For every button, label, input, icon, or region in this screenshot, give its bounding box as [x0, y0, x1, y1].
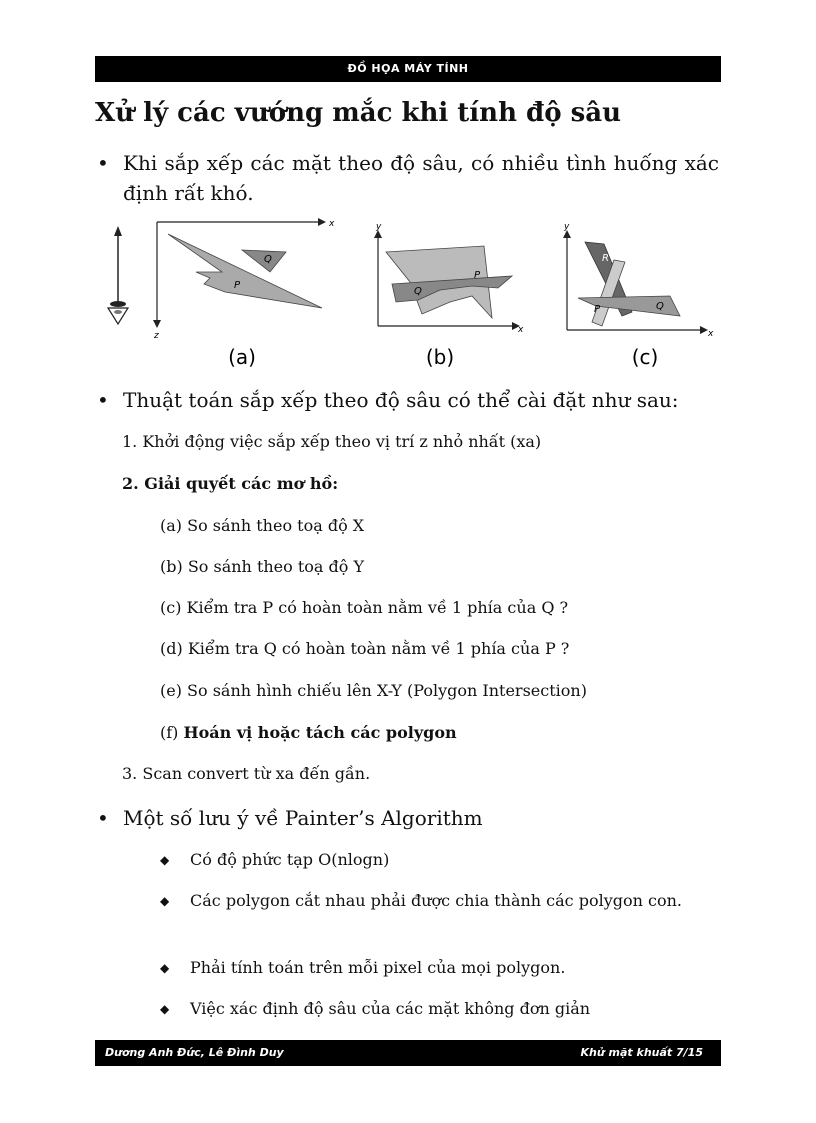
footer-bar	[95, 1040, 721, 1066]
caption-a: (a)	[228, 345, 256, 369]
figure-svg	[100, 212, 720, 372]
eye-icon	[108, 301, 128, 324]
bullet-1	[97, 148, 719, 208]
caption-b: (b)	[425, 345, 455, 369]
header-bar	[95, 56, 721, 82]
note-text: Các polygon cắt nhau phải được chia thành các polygon con.	[190, 891, 682, 910]
bullet-3	[97, 803, 719, 833]
diamond-bullet-icon: ◆	[160, 961, 170, 975]
panel-b	[374, 222, 524, 335]
bullet-dot: •	[97, 806, 109, 830]
diamond-bullet-icon: ◆	[160, 1002, 170, 1016]
footer-authors: Dương Anh Đức, Lê Đình Duy	[105, 1046, 284, 1059]
step-2: 2. Giải quyết các mơ hồ:	[122, 474, 339, 493]
note-2	[160, 888, 720, 914]
label-p-a: P	[234, 280, 241, 291]
label-p-b: P	[474, 270, 481, 281]
step-2f-bold: Hoán vị hoặc tách các polygon	[183, 723, 457, 742]
label-z-a: z	[154, 331, 159, 341]
label-x-c: x	[708, 329, 714, 339]
label-y-b: y	[376, 222, 382, 232]
step-2e: (e) So sánh hình chiếu lên X-Y (Polygon Intersection)	[160, 681, 587, 700]
note-text: Có độ phức tạp O(nlogn)	[190, 850, 390, 869]
step-2f-prefix: (f)	[160, 723, 179, 742]
depth-figure	[100, 212, 720, 372]
bullet-text: Thuật toán sắp xếp theo độ sâu có thể cài đặt như sau:	[123, 388, 679, 412]
bullet-text: Một số lưu ý về Painter’s Algorithm	[123, 806, 483, 830]
label-q-b: Q	[414, 286, 422, 297]
bullet-2	[97, 385, 719, 415]
label-y-c: y	[564, 222, 570, 232]
page-title: Xử lý các vướng mắc khi tính độ sâu	[95, 98, 622, 128]
bullet-text: Khi sắp xếp các mặt theo độ sâu, có nhiều tình huống xác định rất khó.	[123, 151, 719, 205]
header-title: ĐỒ HỌA MÁY TÍNH	[347, 62, 469, 75]
step-3: 3. Scan convert từ xa đến gần.	[122, 764, 371, 783]
diamond-bullet-icon: ◆	[160, 894, 170, 908]
step-2f	[160, 721, 457, 745]
label-r-c: R	[602, 253, 609, 264]
diamond-bullet-icon: ◆	[160, 853, 170, 867]
footer-page-info: Khử mặt khuất 7/15	[580, 1046, 703, 1059]
label-x-a: x	[329, 219, 335, 229]
label-x-b: x	[518, 325, 524, 335]
panel-a	[108, 218, 335, 341]
step-1: 1. Khởi động việc sắp xếp theo vị trí z nhỏ nhất (xa)	[122, 432, 542, 451]
step-2b: (b) So sánh theo toạ độ Y	[160, 557, 365, 576]
note-1	[160, 847, 720, 873]
step-2c: (c) Kiểm tra P có hoàn toàn nằm về 1 phía của Q ?	[160, 598, 569, 617]
note-text: Phải tính toán trên mỗi pixel của mọi polygon.	[190, 958, 566, 977]
step-2a: (a) So sánh theo toạ độ X	[160, 516, 365, 535]
panel-c	[563, 222, 714, 339]
note-text: Việc xác định độ sâu của các mặt không đơn giản	[190, 999, 591, 1018]
caption-c: (c)	[631, 345, 659, 369]
label-q-c: Q	[656, 301, 664, 312]
note-3	[160, 955, 720, 981]
note-4	[160, 996, 720, 1022]
step-2d: (d) Kiểm tra Q có hoàn toàn nằm về 1 phía của P ?	[160, 639, 570, 658]
polygon-p-a	[168, 234, 322, 308]
bullet-dot: •	[97, 151, 109, 175]
bullet-dot: •	[97, 388, 109, 412]
view-arrow	[114, 226, 122, 236]
label-p-c: P	[594, 304, 601, 315]
label-q-a: Q	[264, 254, 272, 265]
